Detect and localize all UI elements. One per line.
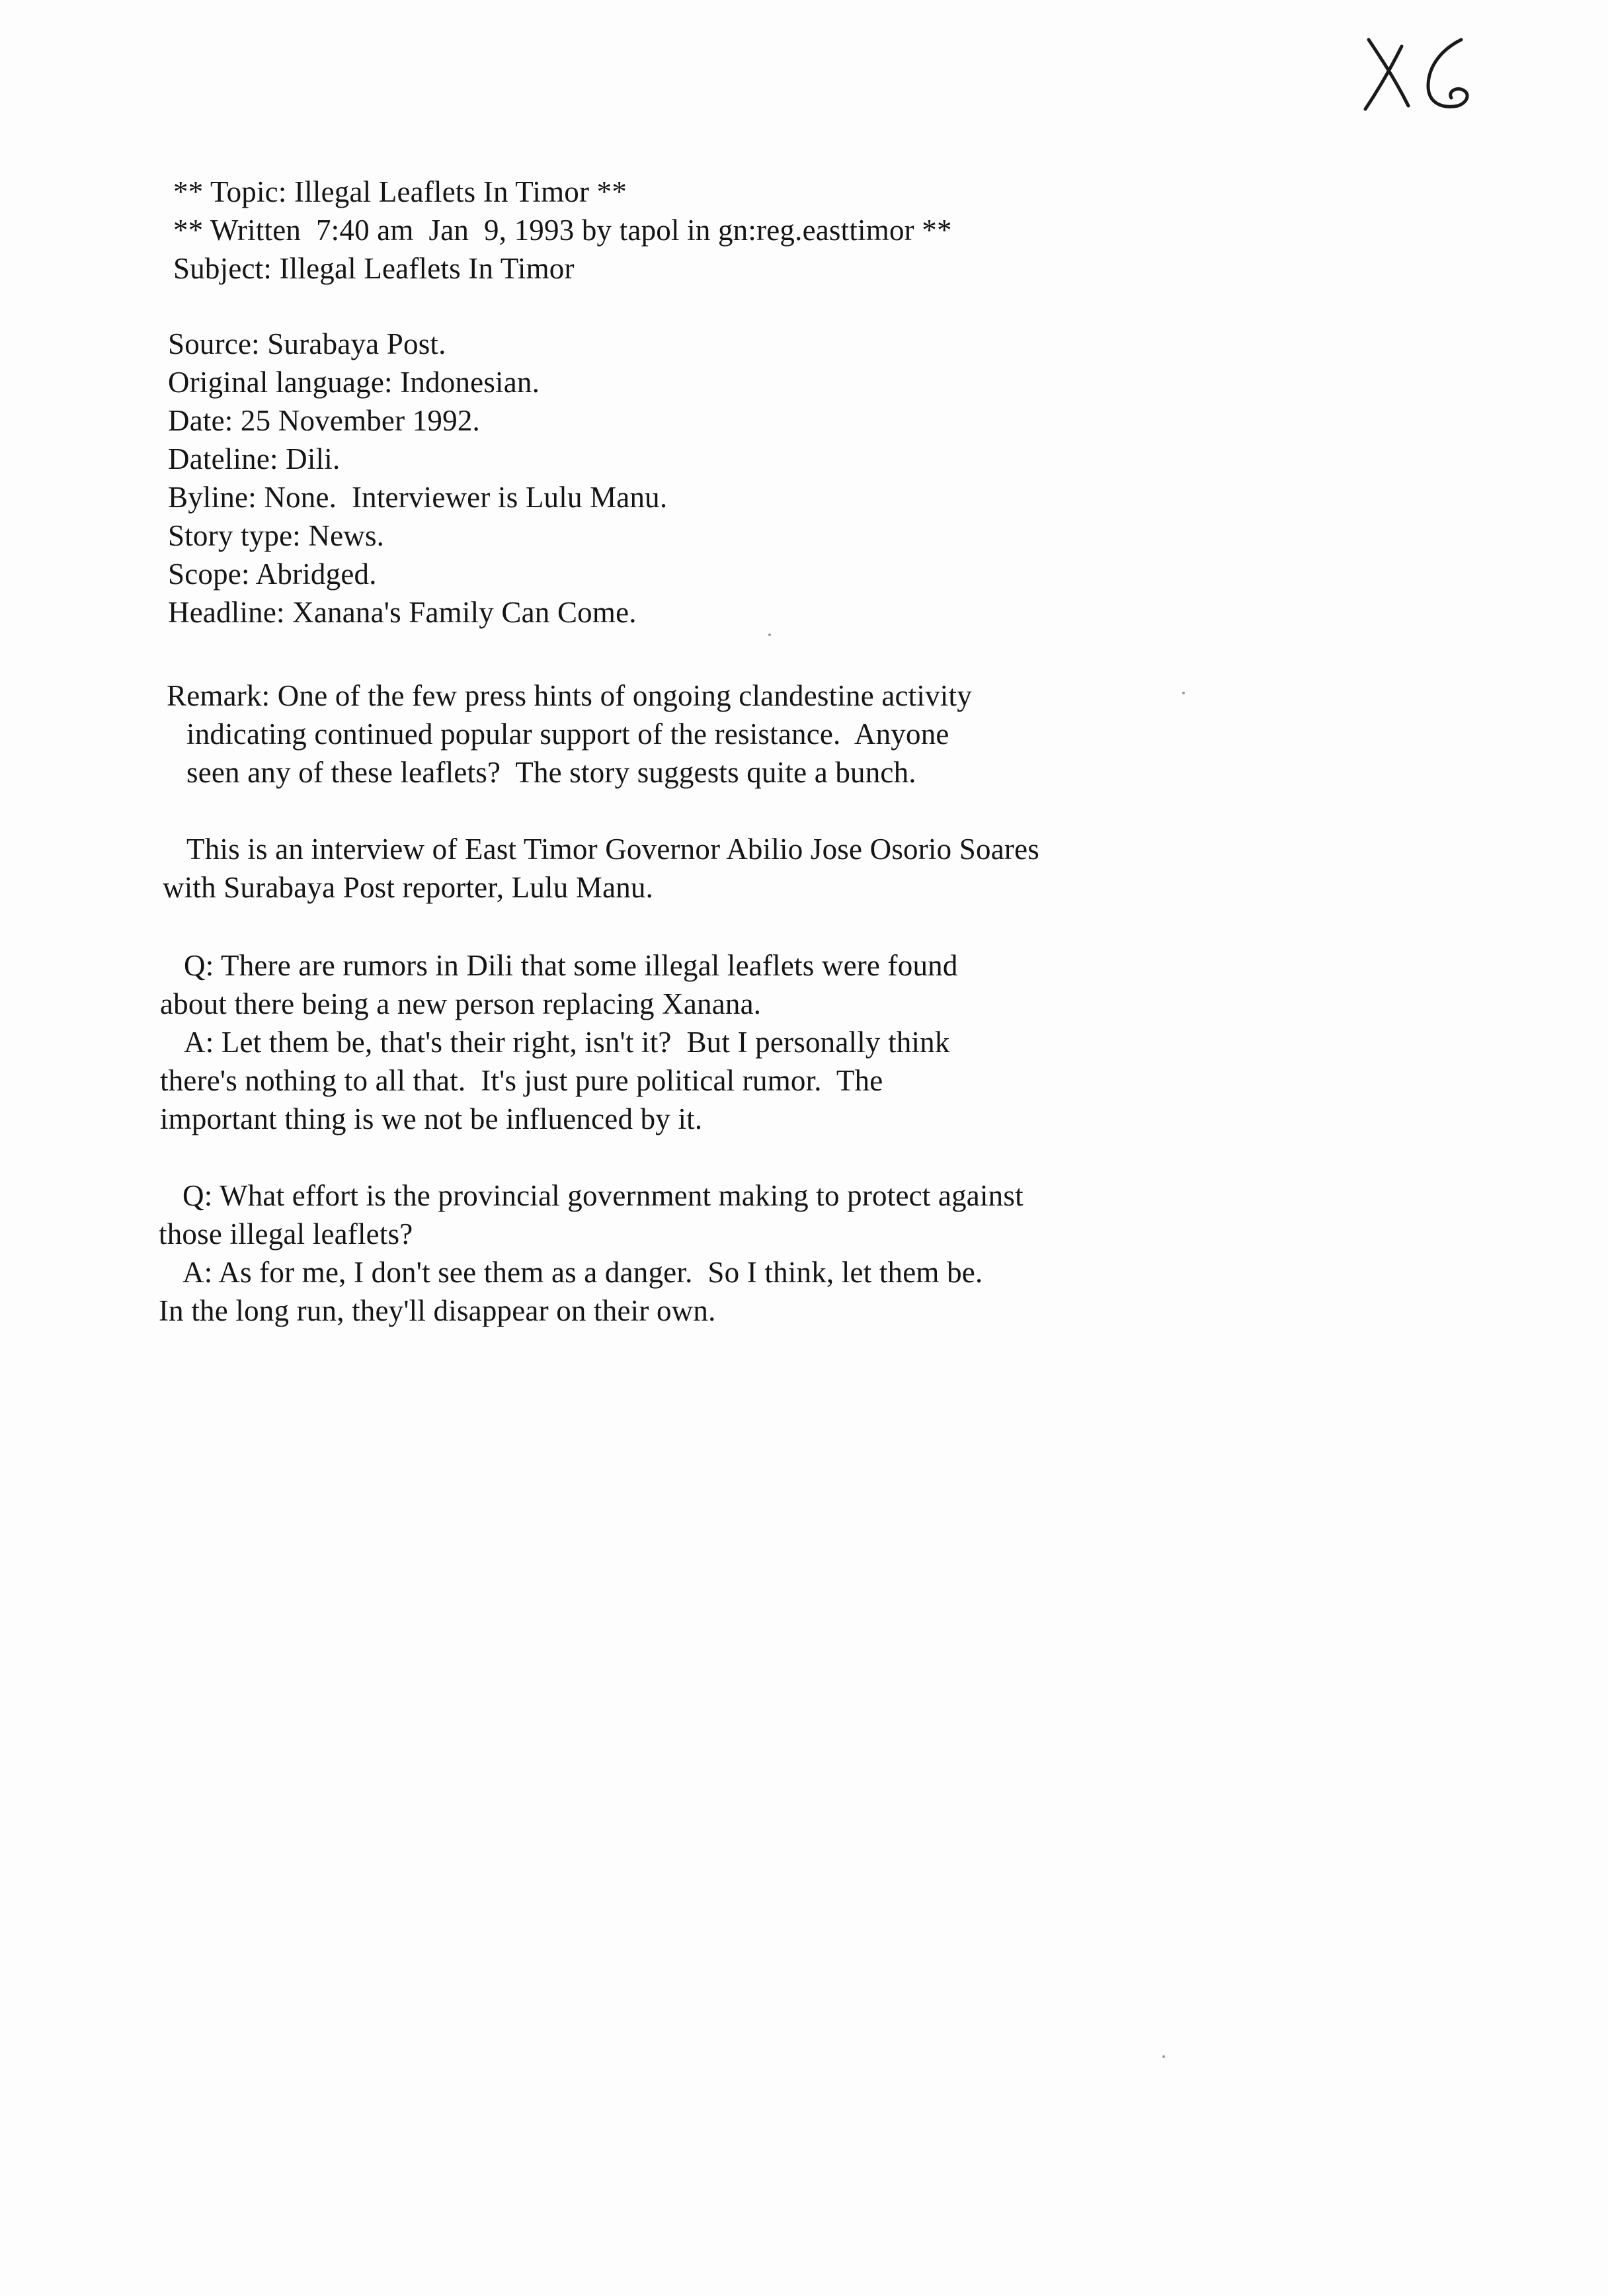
question-line: about there being a new person replacing Xanana.	[160, 987, 762, 1020]
question-line: Q: There are rumors in Dili that some illegal leaflets were found	[184, 949, 958, 982]
answer-line: important thing is we not be influenced by it.	[160, 1102, 703, 1135]
source-line: Source: Surabaya Post.	[168, 327, 446, 360]
answer-line: In the long run, they'll disappear on their own.	[159, 1294, 716, 1327]
question-line: those illegal leaflets?	[159, 1217, 413, 1250]
subject-line: Subject: Illegal Leaflets In Timor	[173, 252, 575, 285]
question-line: Q: What effort is the provincial government making to protect against	[182, 1179, 1024, 1212]
answer-line: A: Let them be, that's their right, isn't it? But I personally think	[184, 1026, 950, 1059]
remark-line: seen any of these leaflets? The story suggests quite a bunch.	[186, 756, 916, 789]
scan-speck	[768, 634, 771, 636]
answer-line: there's nothing to all that. It's just pure political rumor. The	[160, 1064, 883, 1097]
intro-line: This is an interview of East Timor Governor Abilio Jose Osorio Soares	[186, 833, 1039, 866]
date-line: Date: 25 November 1992.	[168, 404, 480, 437]
scope-line: Scope: Abridged.	[168, 557, 377, 591]
scan-speck	[1182, 692, 1185, 694]
handwritten-mark	[1355, 26, 1488, 119]
scan-speck	[1162, 2055, 1165, 2058]
topic-line: ** Topic: Illegal Leaflets In Timor **	[173, 175, 627, 208]
dateline-line: Dateline: Dili.	[168, 442, 341, 475]
remark-line: indicating continued popular support of the resistance. Anyone	[186, 718, 949, 751]
written-line: ** Written 7:40 am Jan 9, 1993 by tapol in gn:reg.easttimor **	[173, 214, 952, 247]
story-type-line: Story type: News.	[168, 519, 385, 552]
headline-line: Headline: Xanana's Family Can Come.	[168, 596, 637, 629]
original-language-line: Original language: Indonesian.	[168, 366, 540, 399]
answer-line: A: As for me, I don't see them as a danger. So I think, let them be.	[182, 1256, 983, 1289]
remark-line: Remark: One of the few press hints of ongoing clandestine activity	[167, 679, 972, 712]
intro-line: with Surabaya Post reporter, Lulu Manu.	[163, 871, 654, 904]
byline-line: Byline: None. Interviewer is Lulu Manu.	[168, 481, 668, 514]
